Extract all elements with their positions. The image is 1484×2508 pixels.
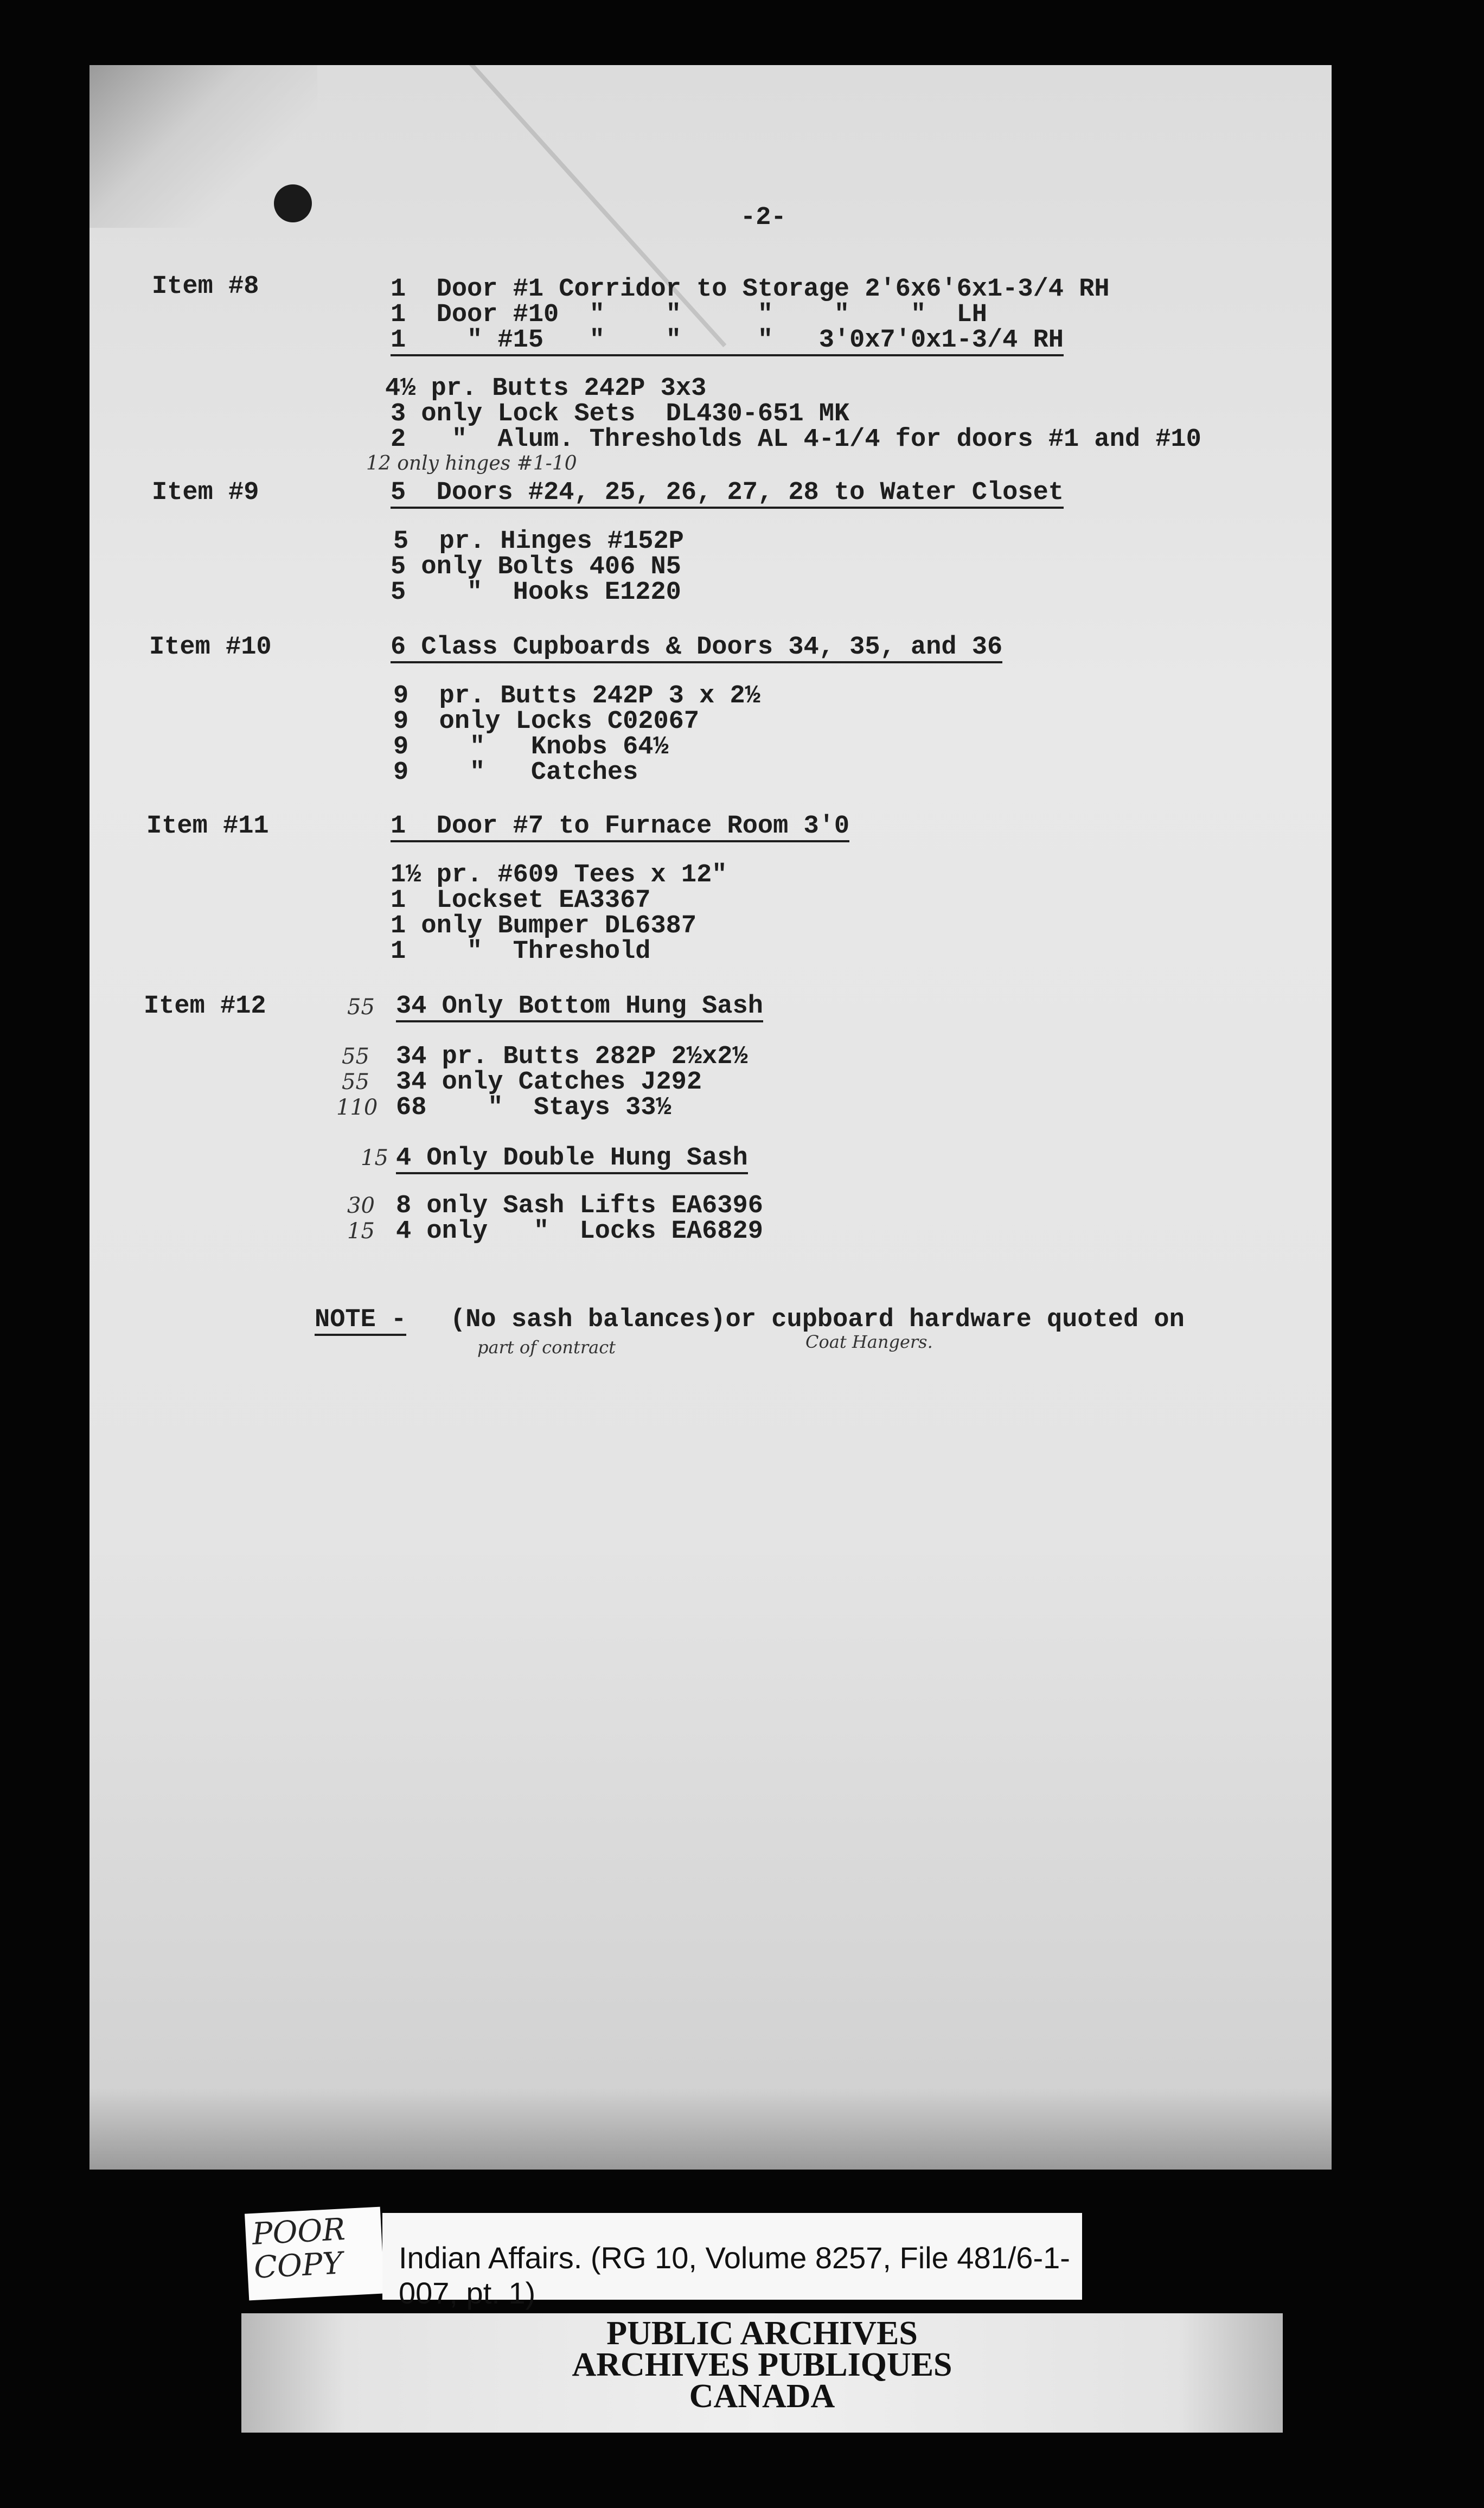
item-line: 9 " Catches (393, 758, 638, 787)
item-line: 1 Lockset EA3367 (391, 886, 651, 915)
margin-number: 55 (347, 995, 375, 1020)
item-line: 9 pr. Butts 242P 3 x 2½ (393, 682, 760, 711)
margin-number: 55 (342, 1044, 369, 1069)
item-line: 2 " Alum. Thresholds AL 4-1/4 for doors #1 and #10 (391, 425, 1201, 454)
item-line: 9 only Locks C02067 (393, 707, 700, 736)
item-heading-line: 4 Only Double Hung Sash (396, 1146, 748, 1174)
item-line: 5 " Hooks E1220 (391, 578, 681, 607)
item-line: 3 only Lock Sets DL430-651 MK (391, 400, 850, 428)
item-line: 1 " Threshold (391, 937, 651, 966)
margin-number: 110 (336, 1095, 378, 1120)
item-label: Item #9 (152, 478, 259, 507)
item-line: 5 pr. Hinges #152P (393, 527, 684, 556)
handwritten-note: 12 only hinges #1-10 (366, 452, 577, 475)
item-heading-line: 1 Door #1 Corridor to Storage 2'6x6'6x1-3/4 RH (391, 275, 1110, 304)
item-label: Item #12 (144, 992, 266, 1021)
item-heading-line: 6 Class Cupboards & Doors 34, 35, and 36 (391, 635, 1002, 663)
margin-number: 15 (347, 1219, 375, 1244)
item-line: 1 only Bumper DL6387 (391, 912, 697, 941)
page-shadow (89, 2088, 1332, 2170)
item-line: 8 only Sash Lifts EA6396 (396, 1192, 763, 1220)
item-line: 34 only Catches J292 (396, 1068, 702, 1097)
item-heading-line: 34 Only Bottom Hung Sash (396, 994, 763, 1022)
handwritten-note: Coat Hangers. (805, 1332, 933, 1352)
item-heading-line: 1 Door #10 " " " " " LH (391, 300, 987, 329)
poor-copy-label: POOR COPY (245, 2207, 385, 2301)
stamp-line: CANADA (689, 2378, 835, 2415)
item-line: 1½ pr. #609 Tees x 12" (391, 861, 727, 890)
item-label: Item #11 (146, 812, 269, 841)
note-text: (No sash balances)or cupboard hardware quoted on (450, 1306, 1185, 1334)
note-label: NOTE - (315, 1307, 406, 1336)
archives-stamp (241, 2313, 1283, 2433)
item-heading-line: 5 Doors #24, 25, 26, 27, 28 to Water Closet (391, 480, 1064, 509)
margin-number: 15 (361, 1146, 388, 1170)
item-heading-line: 1 " #15 " " " 3'0x7'0x1-3/4 RH (391, 328, 1064, 356)
item-label: Item #8 (152, 272, 259, 301)
stamp-line: ARCHIVES PUBLIQUES (572, 2346, 952, 2383)
stamp-line: PUBLIC ARCHIVES (606, 2315, 918, 2352)
item-label: Item #10 (149, 633, 272, 662)
document-page (89, 65, 1332, 2170)
handwritten-note: part of contract (477, 1337, 616, 1358)
item-line: 68 " Stays 33½ (396, 1093, 671, 1122)
item-line: 9 " Knobs 64½ (393, 733, 669, 762)
item-line: 4 only " Locks EA6829 (396, 1217, 763, 1246)
item-line: 5 only Bolts 406 N5 (391, 553, 681, 581)
item-line: 34 pr. Butts 282P 2½x2½ (396, 1042, 748, 1071)
margin-number: 55 (342, 1070, 369, 1095)
margin-number: 30 (347, 1193, 375, 1218)
punch-hole (274, 184, 312, 222)
item-heading-line: 1 Door #7 to Furnace Room 3'0 (391, 814, 849, 842)
archive-reference: Indian Affairs. (RG 10, Volume 8257, File 481/6-1-007, pt. 1) (382, 2213, 1082, 2300)
item-line: 4½ pr. Butts 242P 3x3 (385, 374, 707, 403)
page-number: -2- (740, 203, 786, 232)
